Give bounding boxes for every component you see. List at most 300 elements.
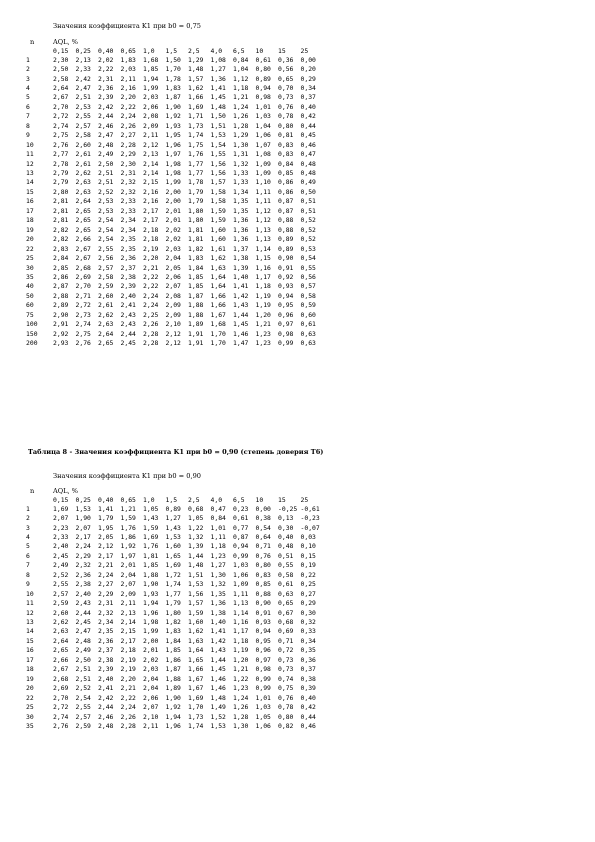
- value-cell: 1,12: [233, 74, 249, 83]
- value-cell: 1,05: [143, 504, 159, 513]
- value-cell: 2,54: [98, 216, 114, 225]
- value-cell: 2,67: [75, 254, 91, 263]
- value-cell: 0,84: [278, 159, 294, 168]
- value-cell: 0,58: [300, 291, 316, 300]
- value-cell: 1,85: [165, 646, 181, 655]
- row-n-cell: 25: [26, 703, 34, 712]
- value-cell: 2,36: [98, 636, 114, 645]
- value-cell: 0,20: [300, 65, 316, 74]
- value-cell: 2,58: [53, 74, 69, 83]
- value-cell: 1,97: [165, 150, 181, 159]
- value-cell: 2,03: [143, 93, 159, 102]
- value-cell: 2,08: [143, 112, 159, 121]
- value-cell: 2,16: [143, 197, 159, 206]
- table-row: [26, 178, 323, 187]
- value-cell: 1,14: [255, 244, 271, 253]
- value-cell: 1,96: [165, 722, 181, 731]
- value-cell: 1,81: [188, 225, 204, 234]
- value-cell: 1,26: [233, 112, 249, 121]
- value-cell: 2,38: [98, 655, 114, 664]
- value-cell: 2,43: [120, 310, 136, 319]
- value-cell: 1,06: [233, 570, 249, 579]
- value-cell: 1,67: [210, 310, 226, 319]
- value-cell: 2,33: [120, 197, 136, 206]
- value-cell: 2,24: [120, 112, 136, 121]
- table-row: [26, 542, 323, 551]
- value-cell: 2,06: [143, 102, 159, 111]
- value-cell: 0,13: [278, 514, 294, 523]
- value-cell: 1,74: [188, 131, 204, 140]
- value-cell: 2,62: [53, 618, 69, 627]
- value-cell: 1,28: [233, 121, 249, 130]
- value-cell: 2,20: [120, 674, 136, 683]
- value-cell: 1,67: [188, 684, 204, 693]
- value-cell: 0,33: [300, 627, 316, 636]
- value-cell: 0,80: [278, 712, 294, 721]
- value-cell: 0,34: [300, 83, 316, 92]
- value-cell: 0,92: [278, 273, 294, 282]
- value-cell: 0,64: [255, 532, 271, 541]
- value-cell: 2,12: [165, 329, 181, 338]
- row-n-cell: 15: [26, 636, 34, 645]
- value-cell: 0,61: [255, 55, 271, 64]
- value-cell: 2,00: [143, 636, 159, 645]
- value-cell: 1,23: [210, 551, 226, 560]
- table-row: [26, 292, 323, 301]
- value-cell: 2,64: [53, 83, 69, 92]
- value-cell: 0,88: [278, 225, 294, 234]
- value-cell: 2,22: [143, 273, 159, 282]
- value-cell: 2,49: [53, 561, 69, 570]
- value-cell: 1,51: [188, 570, 204, 579]
- value-cell: 2,57: [98, 263, 114, 272]
- row-n-cell: 150: [26, 329, 38, 338]
- value-cell: 1,69: [188, 102, 204, 111]
- value-cell: 1,48: [210, 102, 226, 111]
- value-cell: 2,82: [53, 235, 69, 244]
- value-cell: 2,43: [120, 320, 136, 329]
- value-cell: 2,79: [53, 178, 69, 187]
- column-header: 1,5: [165, 496, 178, 504]
- value-cell: 2,71: [75, 291, 91, 300]
- value-cell: 0,52: [300, 216, 316, 225]
- value-cell: 1,19: [255, 291, 271, 300]
- table-row: [26, 235, 323, 244]
- value-cell: 1,36: [233, 225, 249, 234]
- value-cell: 2,56: [98, 254, 114, 263]
- value-cell: 1,30: [233, 140, 249, 149]
- value-cell: 1,66: [210, 291, 226, 300]
- value-cell: 0,03: [300, 532, 316, 541]
- value-cell: 1,70: [188, 703, 204, 712]
- value-cell: 0,76: [278, 102, 294, 111]
- value-cell: 1,84: [165, 636, 181, 645]
- value-cell: 1,60: [165, 542, 181, 551]
- value-cell: 1,93: [143, 589, 159, 598]
- value-cell: 2,42: [98, 102, 114, 111]
- value-cell: 2,16: [120, 83, 136, 92]
- value-cell: 2,32: [98, 608, 114, 617]
- value-cell: 1,65: [188, 655, 204, 664]
- value-cell: 1,36: [210, 74, 226, 83]
- value-cell: 0,80: [278, 121, 294, 130]
- value-cell: 2,51: [98, 178, 114, 187]
- value-cell: 1,50: [165, 55, 181, 64]
- row-n-cell: 14: [26, 627, 34, 636]
- value-cell: 0,63: [300, 329, 316, 338]
- value-cell: 2,51: [75, 665, 91, 674]
- value-cell: 2,20: [120, 93, 136, 102]
- value-cell: 0,91: [255, 608, 271, 617]
- value-cell: 2,32: [120, 187, 136, 196]
- table-row: [26, 264, 323, 273]
- value-cell: 2,47: [75, 83, 91, 92]
- value-cell: 1,58: [210, 197, 226, 206]
- table-row: [26, 637, 323, 646]
- value-cell: 2,69: [75, 273, 91, 282]
- value-cell: 1,48: [210, 693, 226, 702]
- value-cell: 1,80: [188, 216, 204, 225]
- value-cell: 0,52: [300, 235, 316, 244]
- row-n-cell: 12: [26, 159, 34, 168]
- value-cell: 2,45: [75, 618, 91, 627]
- value-cell: 0,65: [278, 599, 294, 608]
- value-cell: 1,43: [233, 301, 249, 310]
- value-cell: 1,69: [188, 693, 204, 702]
- value-cell: 0,45: [300, 131, 316, 140]
- row-n-cell: 22: [26, 693, 34, 702]
- value-cell: 0,57: [300, 282, 316, 291]
- value-cell: 1,96: [165, 140, 181, 149]
- value-cell: 1,43: [165, 523, 181, 532]
- value-cell: 2,54: [98, 235, 114, 244]
- value-cell: 1,21: [233, 665, 249, 674]
- value-cell: 2,23: [53, 523, 69, 532]
- value-cell: 1,35: [233, 206, 249, 215]
- value-cell: 0,44: [300, 712, 316, 721]
- value-cell: 1,68: [210, 320, 226, 329]
- value-cell: 2,27: [98, 580, 114, 589]
- value-cell: 1,32: [188, 532, 204, 541]
- table-row: [26, 533, 323, 542]
- row-n-cell: 25: [26, 254, 34, 263]
- value-cell: 2,76: [53, 140, 69, 149]
- value-cell: 2,12: [165, 339, 181, 348]
- value-cell: 2,29: [120, 150, 136, 159]
- column-header: 6,5: [233, 496, 245, 504]
- row-n-cell: 12: [26, 608, 34, 617]
- column-header: 0,65: [120, 496, 136, 504]
- value-cell: 1,64: [188, 646, 204, 655]
- value-cell: 1,27: [210, 561, 226, 570]
- table-row: [26, 320, 323, 329]
- value-cell: 2,57: [75, 121, 91, 130]
- value-cell: 2,15: [120, 627, 136, 636]
- row-n-cell: 15: [26, 187, 34, 196]
- column-header: 0,40: [98, 496, 114, 504]
- value-cell: 0,40: [300, 693, 316, 702]
- value-cell: 0,69: [278, 627, 294, 636]
- value-cell: 0,93: [278, 282, 294, 291]
- value-cell: 1,06: [255, 131, 271, 140]
- value-cell: 1,57: [188, 599, 204, 608]
- value-cell: 0,35: [300, 646, 316, 655]
- value-cell: 0,37: [300, 93, 316, 102]
- value-cell: 2,81: [53, 197, 69, 206]
- value-cell: 1,69: [143, 532, 159, 541]
- value-cell: 1,11: [255, 187, 271, 196]
- value-cell: 2,33: [120, 206, 136, 215]
- value-cell: 0,68: [188, 504, 204, 513]
- value-cell: 2,13: [143, 150, 159, 159]
- column-header: 1,0: [143, 496, 155, 504]
- value-cell: 1,62: [210, 254, 226, 263]
- table-row: [26, 599, 323, 608]
- value-cell: 0,72: [278, 646, 294, 655]
- row-n-cell: 17: [26, 206, 34, 215]
- column-header: 10: [255, 47, 264, 55]
- value-cell: 0,59: [300, 301, 316, 310]
- value-cell: 1,92: [165, 112, 181, 121]
- table-row: [26, 282, 323, 291]
- value-cell: 2,72: [53, 703, 69, 712]
- column-header: 0,15: [53, 47, 69, 55]
- value-cell: 2,35: [120, 235, 136, 244]
- row-n-cell: 19: [26, 225, 34, 234]
- value-cell: 2,50: [53, 65, 69, 74]
- value-cell: 2,40: [98, 674, 114, 683]
- value-cell: 0,46: [300, 140, 316, 149]
- value-cell: 2,14: [143, 169, 159, 178]
- value-cell: 1,63: [210, 263, 226, 272]
- value-cell: 2,11: [120, 74, 136, 83]
- value-cell: 2,18: [143, 235, 159, 244]
- column-header: 0,65: [120, 47, 136, 55]
- value-cell: 1,23: [255, 339, 271, 348]
- value-cell: 1,91: [188, 339, 204, 348]
- table-row: [26, 197, 323, 206]
- value-cell: 1,73: [188, 121, 204, 130]
- value-cell: 0,38: [255, 514, 271, 523]
- value-cell: 2,07: [53, 514, 69, 523]
- value-cell: 1,78: [165, 74, 181, 83]
- value-cell: 1,33: [233, 178, 249, 187]
- value-cell: 1,81: [188, 235, 204, 244]
- value-cell: 2,19: [120, 655, 136, 664]
- value-cell: 0,68: [278, 618, 294, 627]
- value-cell: 1,88: [165, 674, 181, 683]
- value-cell: 1,03: [255, 703, 271, 712]
- row-n-cell: 18: [26, 216, 34, 225]
- value-cell: 1,92: [120, 542, 136, 551]
- value-cell: 2,52: [53, 570, 69, 579]
- value-cell: 1,19: [233, 646, 249, 655]
- value-cell: 1,10: [255, 178, 271, 187]
- table-row: [26, 524, 323, 533]
- value-cell: 2,21: [143, 263, 159, 272]
- value-cell: 0,83: [278, 150, 294, 159]
- row-n-cell: 9: [26, 131, 30, 140]
- value-cell: 1,89: [188, 320, 204, 329]
- value-cell: 2,76: [53, 722, 69, 731]
- value-cell: 0,89: [255, 74, 271, 83]
- value-cell: 2,70: [75, 282, 91, 291]
- value-cell: 0,29: [300, 74, 316, 83]
- row-n-cell: 2: [26, 65, 30, 74]
- value-cell: 0,81: [278, 131, 294, 140]
- value-cell: 0,51: [300, 197, 316, 206]
- value-cell: 2,73: [75, 310, 91, 319]
- value-cell: 0,90: [278, 254, 294, 263]
- value-cell: 0,83: [278, 140, 294, 149]
- value-cell: 1,43: [143, 514, 159, 523]
- value-cell: 0,91: [278, 263, 294, 272]
- value-cell: 2,07: [75, 523, 91, 532]
- value-cell: 1,28: [233, 712, 249, 721]
- value-cell: 2,17: [143, 216, 159, 225]
- header-spacer: [26, 47, 53, 56]
- value-cell: 1,77: [188, 169, 204, 178]
- value-cell: 1,58: [210, 187, 226, 196]
- value-cell: 2,04: [165, 254, 181, 263]
- value-cell: 2,37: [120, 263, 136, 272]
- value-cell: 1,63: [188, 636, 204, 645]
- value-cell: 2,51: [75, 674, 91, 683]
- value-cell: 1,82: [165, 618, 181, 627]
- value-cell: 0,87: [233, 532, 249, 541]
- n-column-label: n: [30, 38, 35, 46]
- value-cell: 2,85: [53, 263, 69, 272]
- value-cell: 2,59: [53, 599, 69, 608]
- value-cell: 0,51: [278, 551, 294, 560]
- value-cell: 1,57: [188, 74, 204, 83]
- value-cell: 1,56: [210, 159, 226, 168]
- value-cell: 2,35: [120, 244, 136, 253]
- table-row: [26, 122, 323, 131]
- value-cell: 2,60: [98, 291, 114, 300]
- value-cell: 1,08: [210, 55, 226, 64]
- value-cell: 0,90: [255, 599, 271, 608]
- value-cell: 1,45: [210, 665, 226, 674]
- value-cell: 1,79: [188, 197, 204, 206]
- value-cell: 1,83: [120, 55, 136, 64]
- value-cell: 2,91: [53, 320, 69, 329]
- value-cell: 2,75: [75, 329, 91, 338]
- value-cell: 1,21: [120, 504, 136, 513]
- value-cell: 0,73: [278, 655, 294, 664]
- column-header: 1,0: [143, 47, 155, 55]
- value-cell: 2,50: [75, 655, 91, 664]
- value-cell: 1,60: [188, 618, 204, 627]
- table-row: [26, 84, 323, 93]
- column-header: 10: [255, 496, 264, 504]
- value-cell: 2,36: [75, 570, 91, 579]
- value-cell: 0,27: [300, 589, 316, 598]
- table-row: [26, 311, 323, 320]
- value-cell: 1,76: [120, 523, 136, 532]
- value-cell: 2,44: [98, 112, 114, 121]
- value-cell: 2,74: [53, 712, 69, 721]
- value-cell: 1,80: [165, 608, 181, 617]
- value-cell: 1,17: [233, 627, 249, 636]
- value-cell: 2,24: [98, 570, 114, 579]
- value-cell: 1,38: [210, 608, 226, 617]
- value-cell: 2,37: [98, 646, 114, 655]
- value-cell: 0,60: [300, 310, 316, 319]
- value-cell: 2,06: [143, 693, 159, 702]
- value-cell: 1,83: [165, 627, 181, 636]
- value-cell: 2,07: [165, 282, 181, 291]
- value-cell: 1,13: [233, 599, 249, 608]
- value-cell: 2,11: [143, 722, 159, 731]
- row-n-cell: 6: [26, 551, 30, 560]
- value-cell: 0,47: [300, 150, 316, 159]
- row-n-cell: 1: [26, 55, 30, 64]
- row-n-cell: 4: [26, 532, 30, 541]
- table-row: [26, 301, 323, 310]
- value-cell: 2,24: [143, 301, 159, 310]
- column-header: 25: [300, 496, 309, 504]
- value-cell: 1,94: [165, 712, 181, 721]
- value-cell: 2,64: [98, 329, 114, 338]
- value-cell: 1,29: [233, 131, 249, 140]
- value-cell: 0,50: [300, 187, 316, 196]
- value-cell: 2,58: [75, 131, 91, 140]
- value-cell: 0,85: [255, 580, 271, 589]
- value-cell: 2,44: [120, 329, 136, 338]
- value-cell: 2,09: [165, 310, 181, 319]
- value-cell: 0,46: [300, 722, 316, 731]
- value-cell: 2,60: [53, 608, 69, 617]
- table-row: [26, 169, 323, 178]
- value-cell: 2,68: [75, 263, 91, 272]
- value-cell: 1,75: [188, 140, 204, 149]
- table-row: [26, 131, 323, 140]
- value-cell: 1,29: [188, 55, 204, 64]
- value-cell: 1,21: [255, 320, 271, 329]
- value-cell: 2,22: [120, 693, 136, 702]
- value-cell: 2,26: [120, 121, 136, 130]
- value-cell: 1,85: [143, 561, 159, 570]
- value-cell: 1,38: [233, 254, 249, 263]
- value-cell: 0,40: [278, 532, 294, 541]
- value-cell: 1,93: [165, 121, 181, 130]
- value-cell: 1,09: [255, 159, 271, 168]
- value-cell: 2,36: [98, 83, 114, 92]
- value-cell: 2,34: [98, 618, 114, 627]
- value-cell: 1,01: [210, 523, 226, 532]
- value-cell: 1,60: [210, 225, 226, 234]
- value-cell: 2,22: [120, 102, 136, 111]
- value-cell: 2,58: [98, 273, 114, 282]
- row-n-cell: 1: [26, 504, 30, 513]
- value-cell: 1,85: [188, 282, 204, 291]
- value-cell: 1,79: [98, 514, 114, 523]
- value-cell: 1,83: [165, 83, 181, 92]
- value-cell: 2,25: [143, 310, 159, 319]
- value-cell: 2,84: [53, 254, 69, 263]
- value-cell: 1,76: [188, 150, 204, 159]
- value-cell: 1,04: [233, 65, 249, 74]
- value-cell: 0,86: [278, 187, 294, 196]
- value-cell: 1,90: [143, 580, 159, 589]
- value-cell: 2,65: [75, 206, 91, 215]
- value-cell: 1,96: [143, 608, 159, 617]
- value-cell: 1,99: [143, 83, 159, 92]
- value-cell: 2,74: [75, 320, 91, 329]
- table-row: [26, 150, 323, 159]
- value-cell: 1,23: [233, 684, 249, 693]
